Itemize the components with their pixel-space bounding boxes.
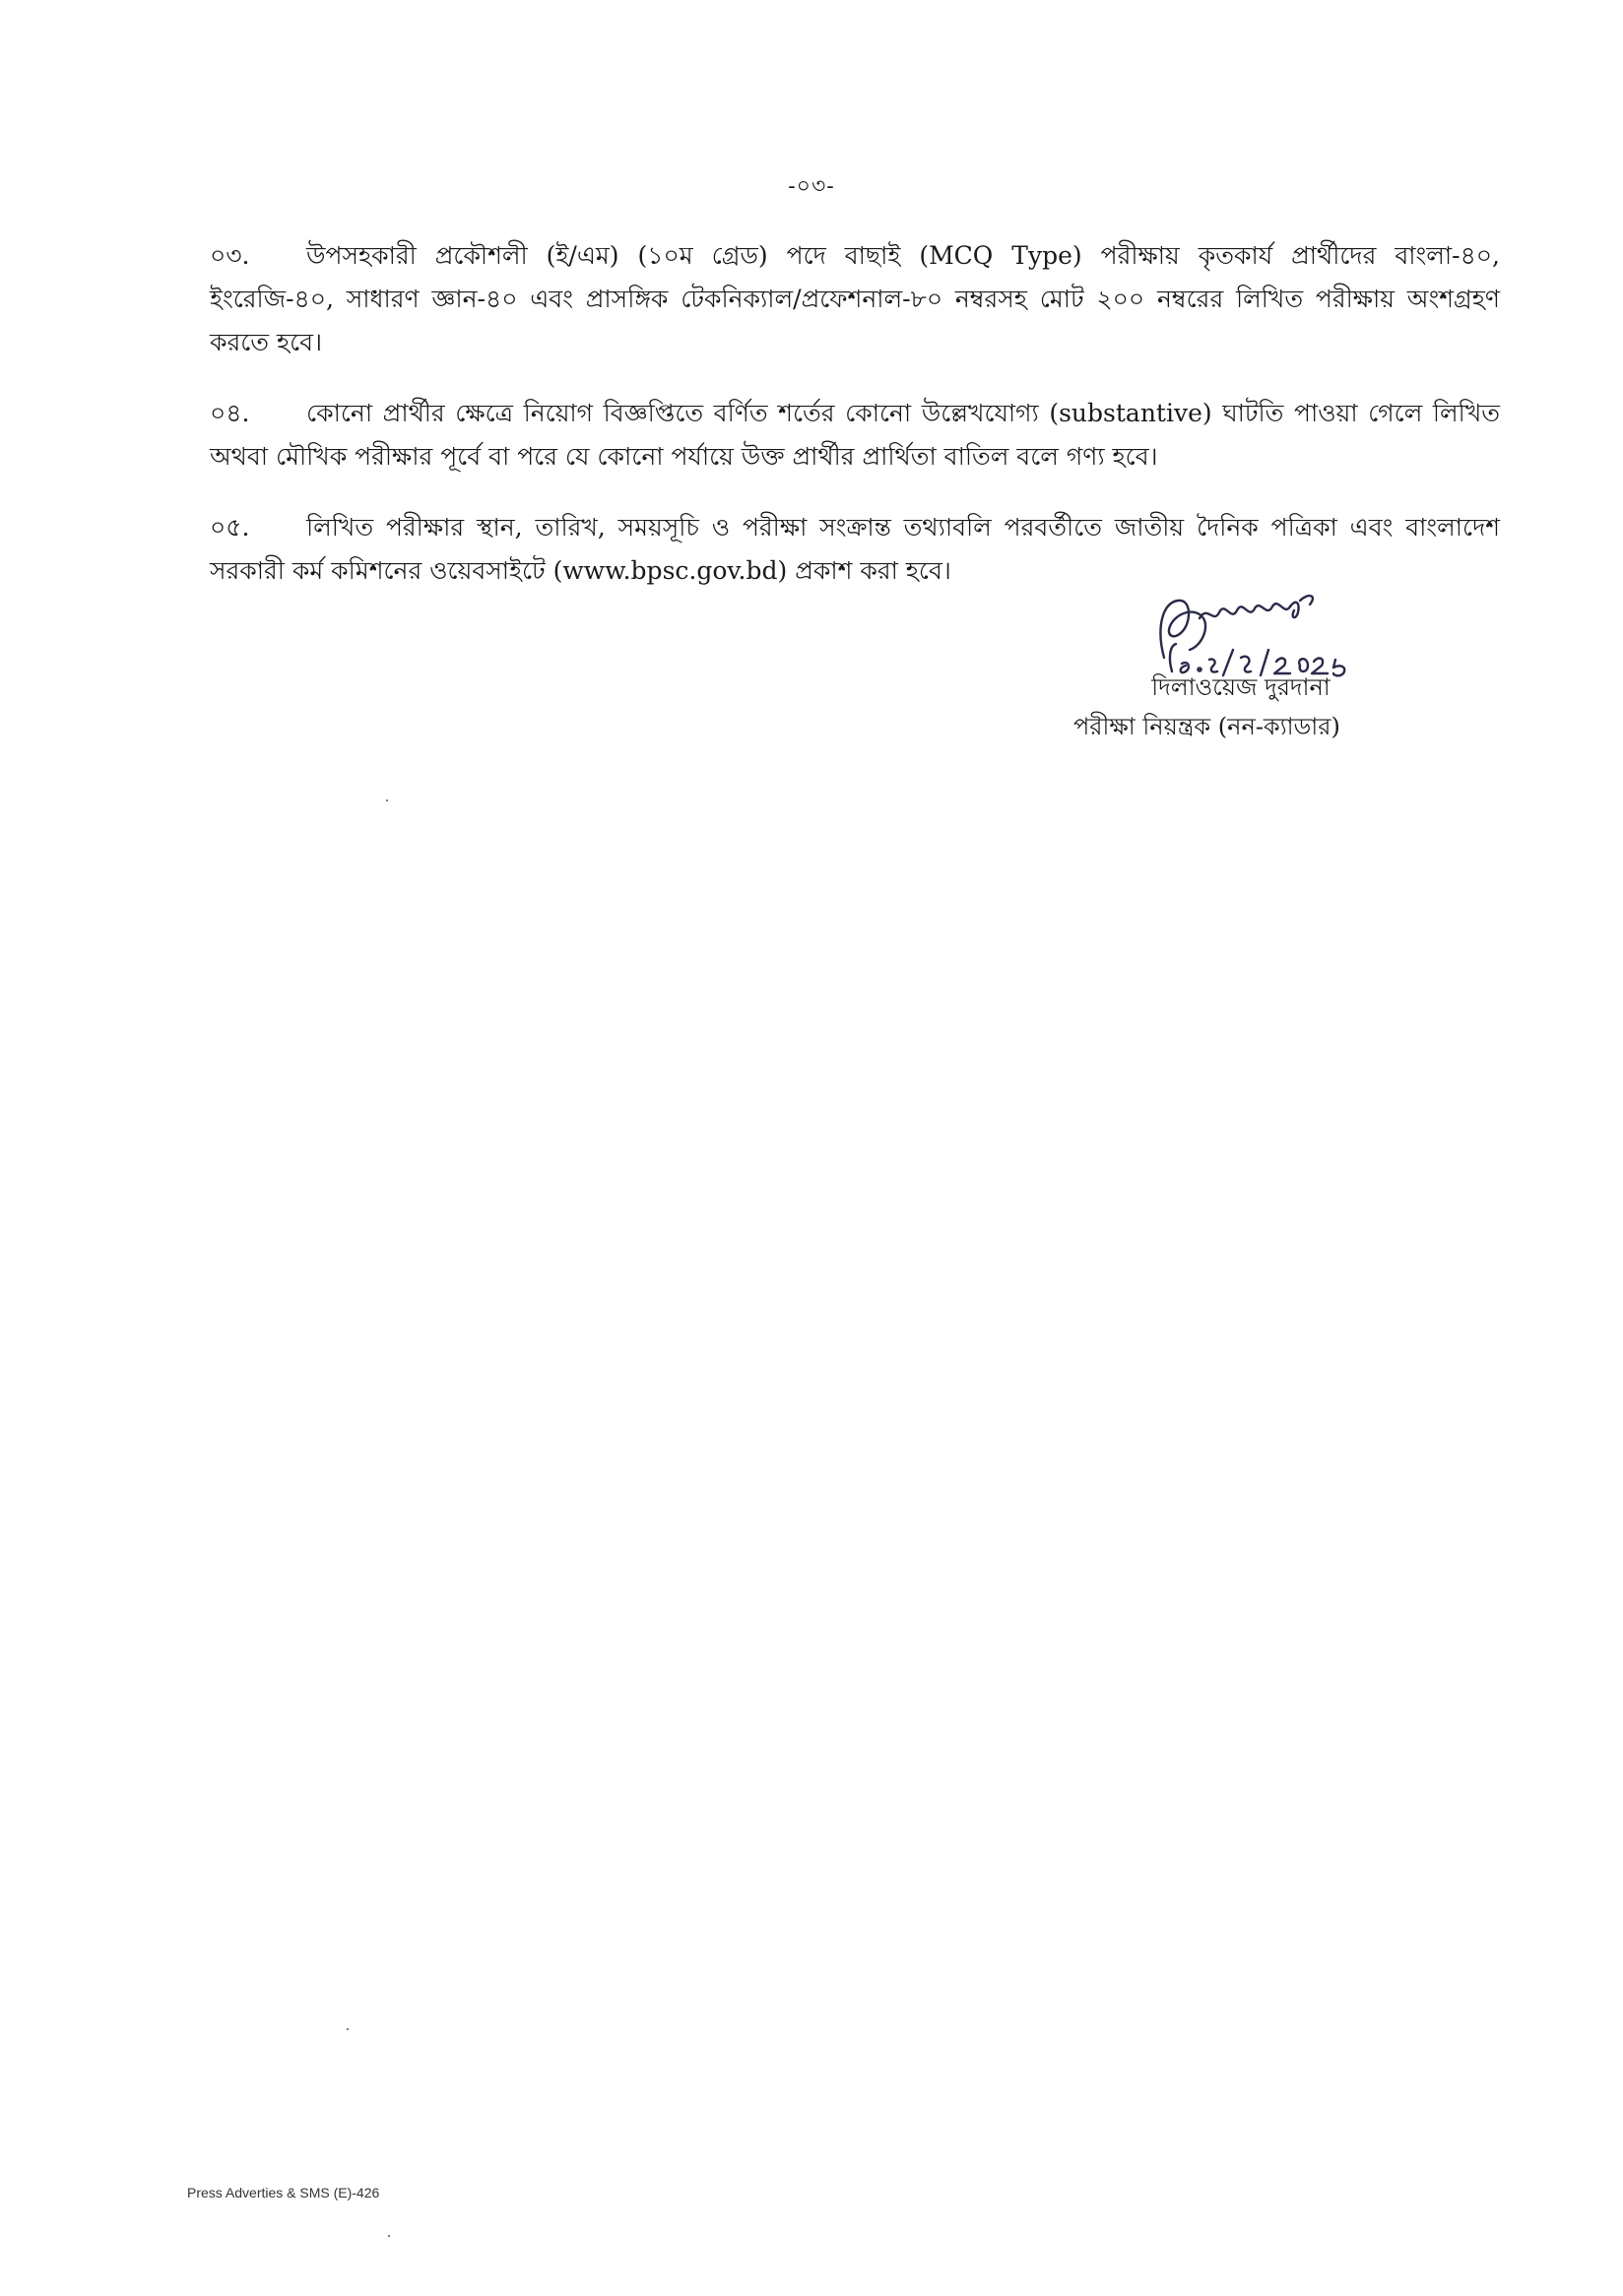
paragraph-05 — [210, 506, 1500, 593]
paragraph-number: ০৩. — [210, 241, 250, 270]
paragraph-number: ০৪. — [210, 399, 250, 427]
page-number: -০৩- — [788, 174, 835, 199]
paragraph-text: উপসহকারী প্রকৌশলী (ই/এম) (১০ম গ্রেড) পদে বাছাই (MCQ Type) পরীক্ষায় কৃতকার্য প্রার্থীদের বাংলা-৪০, ইংরেজি-৪০, সাধারণ জ্ঞান-৪০ এবং প্রাসঙ্গিক টেকনিক্যাল/প্রফেশনাল-৮০ নম্বরসহ মোট ২০০ নম্বরের লিখিত পরীক্ষায় অংশগ্রহণ করতে হবে। — [210, 241, 1500, 356]
paragraph-number: ০৫. — [210, 513, 250, 542]
scan-speck — [347, 2028, 349, 2030]
handwritten-signature — [1152, 589, 1458, 679]
paragraph-text: লিখিত পরীক্ষার স্থান, তারিখ, সময়সূচি ও পরীক্ষা সংক্রান্ত তথ্যাবলি পরবর্তীতে জাতীয় দৈনিক পত্রিকা এবং বাংলাদেশ সরকারী কর্ম কমিশনের ওয়েবসাইটে (www.bpsc.gov.bd) প্রকাশ করা হবে। — [210, 513, 1500, 585]
signatory-name: দিলাওয়েজ দুরদানা — [1151, 673, 1331, 701]
paragraph-text: কোনো প্রার্থীর ক্ষেত্রে নিয়োগ বিজ্ঞপ্তিতে বর্ণিত শর্তের কোনো উল্লেখযোগ্য (substantive) ঘাটতি পাওয়া গেলে লিখিত অথবা মৌখিক পরীক্ষার পূর্বে বা পরে যে কোনো পর্যায়ে উক্ত প্রার্থীর প্রার্থিতা বাতিল বলে গণ্য হবে। — [210, 399, 1500, 471]
signature-block — [1044, 589, 1458, 756]
footer-reference: Press Adverties & SMS (E)-426 — [187, 2185, 380, 2200]
scan-speck — [386, 799, 388, 801]
scan-speck — [388, 2235, 390, 2237]
paragraph-03 — [210, 234, 1500, 364]
paragraph-04 — [210, 392, 1500, 478]
signatory-designation: পরীক্ষা নিয়ন্ত্রক (নন-ক্যাডার) — [1073, 713, 1340, 740]
